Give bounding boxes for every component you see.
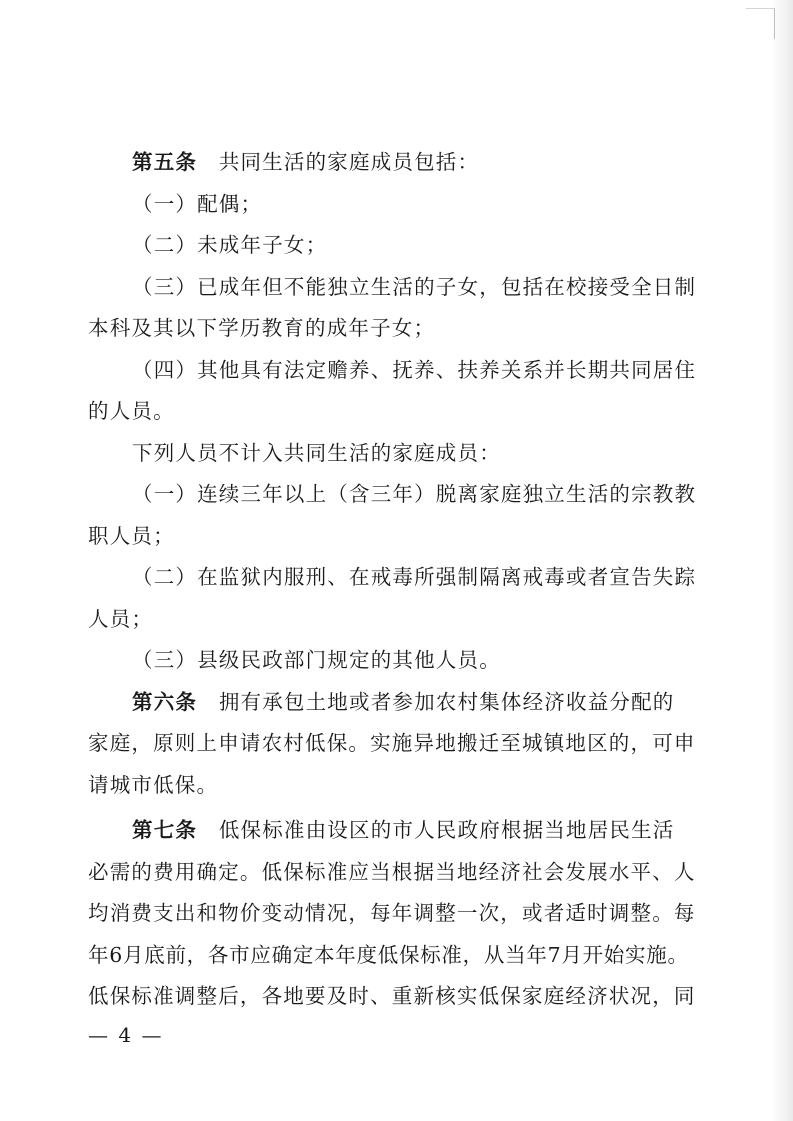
document-body bbox=[88, 142, 697, 1018]
page-number: — 4 — bbox=[88, 1023, 164, 1047]
article5-item-3a: （三）已成年但不能独立生活的子女，包括在校接受全日制 bbox=[132, 274, 697, 299]
article7-line-3: 均消费支出和物价变动情况，每年调整一次，或者适时调整。每 bbox=[88, 901, 696, 925]
article5-heading-line bbox=[88, 142, 688, 184]
article7-heading-line bbox=[88, 810, 688, 852]
article6-heading: 第六条 bbox=[132, 689, 198, 714]
article5-item-4a: （四）其他具有法定赡养、抚养、扶养关系并长期共同居住 bbox=[132, 357, 697, 382]
article5-exclusion-2b: 人员； bbox=[88, 606, 154, 631]
scan-corner-mark bbox=[746, 8, 775, 39]
article6-line-3: 请城市低保。 bbox=[88, 772, 219, 797]
scan-edge-shadow bbox=[771, 0, 793, 1121]
article5-text: 共同生活的家庭成员包括： bbox=[218, 150, 480, 174]
article7-line-5: 低保标准调整后，各地要及时、重新核实低保家庭经济状况，同 bbox=[88, 984, 696, 1008]
article5-exclusion-intro: 下列人员不计入共同生活的家庭成员： bbox=[132, 440, 501, 465]
article7-line-2: 必需的费用确定。低保标准应当根据当地经济社会发展水平、人 bbox=[88, 859, 696, 884]
article5-item-3b: 本科及其以下学历教育的成年子女； bbox=[88, 316, 436, 340]
article7-heading: 第七条 bbox=[132, 818, 198, 842]
article7-line-1: 低保标准由设区的市人民政府根据当地居民生活 bbox=[218, 818, 675, 842]
article5-item-2: （二）未成年子女； bbox=[132, 233, 328, 257]
article5-exclusion-1b: 职人员； bbox=[88, 523, 175, 548]
article6-line-2: 家庭，原则上申请农村低保。实施异地搬迁至城镇地区的，可申 bbox=[88, 731, 696, 755]
article5-exclusion-1a: （一）连续三年以上（含三年）脱离家庭独立生活的宗教教 bbox=[132, 482, 697, 506]
article5-exclusion-3: （三）县级民政部门规定的其他人员。 bbox=[132, 648, 501, 672]
article7-line-4: 年6月底前，各市应确定本年度低保标准，从当年7月开始实施。 bbox=[88, 942, 688, 967]
article5-item-1: （一）配偶； bbox=[132, 191, 263, 216]
article5-exclusion-2a: （二）在监狱内服刑、在戒毒所强制隔离戒毒或者宣告失踪 bbox=[132, 565, 697, 589]
article6-heading-line bbox=[88, 682, 688, 724]
article5-heading: 第五条 bbox=[132, 150, 198, 174]
article6-line-1: 拥有承包土地或者参加农村集体经济收益分配的 bbox=[218, 689, 675, 714]
article5-item-4b: 的人员。 bbox=[88, 399, 175, 423]
